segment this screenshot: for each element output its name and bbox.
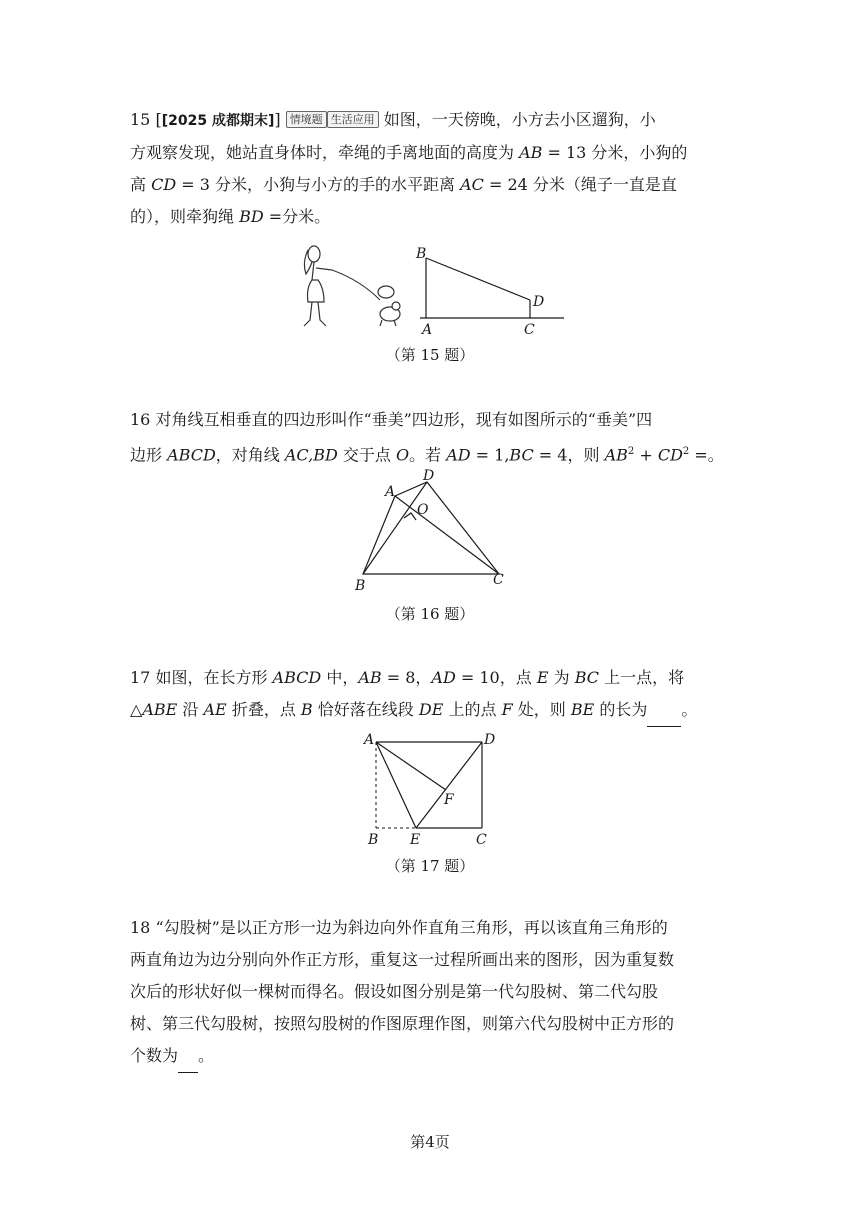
label-A: A [422, 322, 433, 338]
q15-figure [290, 240, 580, 340]
q15-line2: 方观察发现，她站直身体时，牵绳的手离地面的高度为 AB = 13 分米，小狗的 [130, 143, 688, 162]
label-O: O [417, 502, 429, 518]
dog-figure [378, 286, 400, 326]
woman-figure [304, 246, 332, 326]
q18-line3: 次后的形状好似一棵树而得名。假设如图分别是第一代勾股树、第二代勾股 [130, 982, 659, 1001]
segment-AE [376, 742, 416, 828]
label-D: D [533, 294, 545, 310]
page-number: 第4页 [410, 1133, 450, 1151]
tag-situational: 情境题 [286, 111, 327, 128]
q16-line1: 16 对角线互相垂直的四边形叫作“垂美”四边形，现有如图所示的“垂美”四 [130, 410, 653, 429]
q17-line2: △ABE 沿 AE 折叠，点 B 恰好落在线段 DE 上的点 F 处，则 BE 的长为 。 [130, 694, 730, 727]
label-D: D [484, 732, 496, 748]
right-angle-mark [404, 513, 416, 520]
label-C: C [493, 572, 504, 588]
label-E: E [410, 832, 421, 848]
q17-text [130, 662, 730, 727]
label-B: B [416, 246, 427, 262]
answer-blank [178, 1040, 198, 1073]
segment-AF [376, 742, 446, 790]
segment-DE [416, 742, 482, 828]
tag-life-application: 生活应用 [327, 111, 379, 128]
q18-line2: 两直角边为边分别向外作正方形，重复这一过程所画出来的图形，因为重复数 [130, 950, 675, 969]
label-A: A [364, 732, 375, 748]
q18-text [130, 912, 730, 1073]
q17-line1: 17 如图，在长方形 ABCD 中，AB = 8，AD = 10，点 E 为 BC 上一点，将 [130, 668, 685, 687]
q18-line4: 树、第三代勾股树，按照勾股树的作图原理作图，则第六代勾股树中正方形的 [130, 1014, 675, 1033]
label-C: C [476, 832, 487, 848]
q15-source: [2025 成都期末] [161, 113, 275, 129]
label-A: A [385, 484, 396, 500]
q15-line4: 的），则牵狗绳 BD =分米。 [130, 207, 331, 226]
q15-line1: 15 [[2025 成都期末]] 情境题 生活应用 如图，一天傍晚，小方去小区遛狗，小 [130, 110, 656, 129]
q16-figure [345, 468, 515, 594]
label-D: D [423, 468, 435, 484]
q17-caption: （第 17 题） [385, 857, 475, 875]
q18-line5: 个数为 。 [130, 1040, 730, 1073]
answer-blank [647, 694, 681, 727]
q16-line2: 边形 ABCD，对角线 AC,BD 交于点 O。若 AD = 1,BC = 4，则 $AB^2 + CD^2$ =。 [130, 445, 724, 465]
q15-text [130, 104, 730, 233]
q16-caption: （第 16 题） [385, 605, 475, 623]
quadrilateral-ABCD [363, 482, 499, 574]
label-C: C [524, 322, 535, 338]
q18-line1: 18 “勾股树”是以正方形一边为斜边向外作直角三角形，再以该直角三角形的 [130, 918, 668, 937]
q16-text [130, 404, 730, 471]
segment-BD [426, 258, 530, 300]
label-B: B [368, 832, 379, 848]
leash-line [332, 270, 380, 300]
q17-figure [358, 728, 508, 850]
label-F: F [444, 792, 454, 808]
q15-caption: （第 15 题） [385, 346, 475, 364]
q15-line3: 高 CD = 3 分米，小狗与小方的手的水平距离 AC = 24 分米（绳子一直是直 [130, 175, 677, 194]
label-B: B [355, 578, 366, 594]
